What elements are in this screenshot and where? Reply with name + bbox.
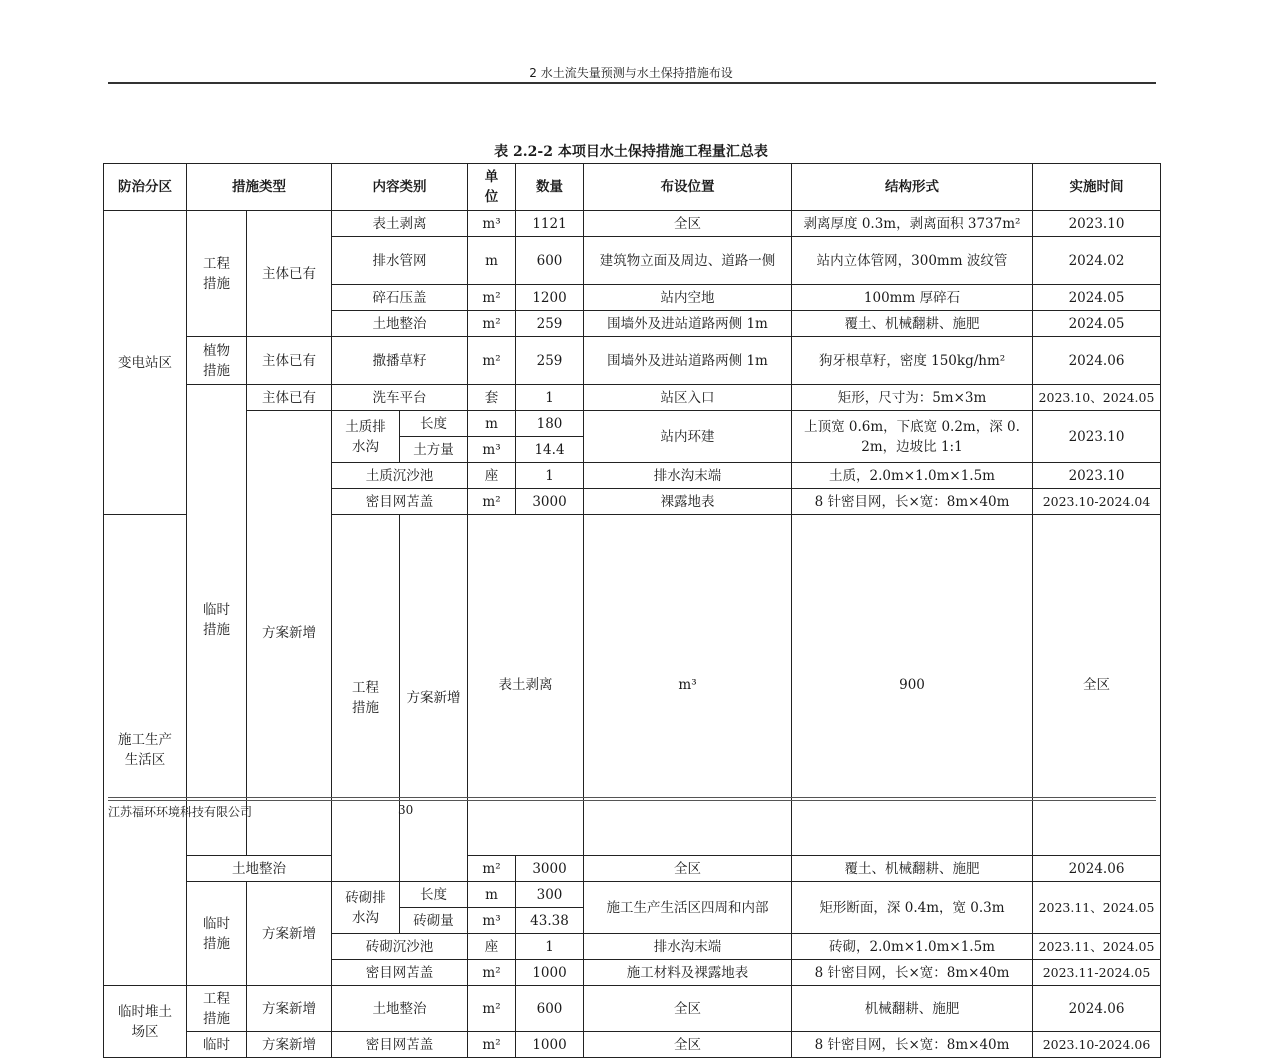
- structure-cell: 剥离厚度 0.3m，剥离面积 3737m²: [792, 211, 1033, 237]
- structure-cell: 土质，2.0m×1.0m×1.5m: [792, 463, 1033, 489]
- qty-cell: 1200: [516, 285, 584, 311]
- type-cell: 临时措施: [187, 882, 247, 986]
- type-cell: 临时: [187, 1032, 247, 1058]
- table-row: [104, 385, 1161, 411]
- structure-cell: 狗牙根草籽，密度 150kg/hm²: [792, 337, 1033, 385]
- header-rule: [108, 82, 1156, 84]
- table-row: [104, 986, 1161, 1032]
- subtype-cell: 方案新增: [400, 515, 468, 882]
- item-cell: 土地整治: [332, 986, 468, 1032]
- location-cell: 站内环建: [584, 411, 792, 463]
- time-cell: 2023.10: [1033, 411, 1161, 463]
- qty-cell: 600: [516, 237, 584, 285]
- qty-cell: 259: [516, 337, 584, 385]
- zone-cell: 临时堆土场区: [104, 986, 187, 1058]
- structure-cell: 站内立体管网，300mm 波纹管: [792, 237, 1033, 285]
- footer-rule: [108, 800, 1156, 801]
- col-header: 实施时间: [1033, 164, 1161, 211]
- item-cell: 表土剥离: [468, 515, 584, 856]
- time-cell: 2023.10-2024.04: [1033, 489, 1161, 515]
- location-cell: 排水沟末端: [584, 934, 792, 960]
- time-cell: 2023.10: [1033, 211, 1161, 237]
- unit-cell: 套: [468, 385, 516, 411]
- qty-cell: 43.38: [516, 908, 584, 934]
- qty-cell: 1: [516, 385, 584, 411]
- table-row: [104, 211, 1161, 237]
- structure-cell: 8 针密目网，长×宽：8m×40m: [792, 489, 1033, 515]
- qty-cell: 3000: [516, 856, 584, 882]
- zone-cell: 变电站区: [104, 211, 187, 515]
- table-row: [104, 882, 1161, 908]
- type-cell: 植物措施: [187, 337, 247, 385]
- location-cell: 全区: [584, 986, 792, 1032]
- col-header: 措施类型: [187, 164, 332, 211]
- structure-cell: 矩形，尺寸为：5m×3m: [792, 385, 1033, 411]
- measures-table: [103, 163, 1161, 1058]
- location-cell: 施工材料及裸露地表: [584, 960, 792, 986]
- unit-cell: m²: [468, 856, 516, 882]
- type-cell: 工程措施: [332, 515, 400, 882]
- location-cell: 围墙外及进站道路两侧 1m: [584, 337, 792, 385]
- type-cell: 工程措施: [187, 211, 247, 337]
- item-cell: 土质沉沙池: [332, 463, 468, 489]
- structure-cell: 覆土、机械翻耕、施肥: [792, 856, 1033, 882]
- structure-cell: 上顶宽 0.6m，下底宽 0.2m，深 0.2m，边坡比 1:1: [792, 411, 1033, 463]
- time-cell: 2023.11、2024.05: [1033, 882, 1161, 934]
- location-cell: 全区: [584, 1032, 792, 1058]
- structure-cell: 矩形断面，深 0.4m，宽 0.3m: [792, 882, 1033, 934]
- item-cell: 碎石压盖: [332, 285, 468, 311]
- qty-cell: 600: [516, 986, 584, 1032]
- subtype-cell: 主体已有: [247, 385, 332, 411]
- col-header: 数量: [516, 164, 584, 211]
- item-cell: 洗车平台: [332, 385, 468, 411]
- qty-cell: 14.4: [516, 437, 584, 463]
- item-cell: 土地整治: [332, 311, 468, 337]
- item-cell: 土地整治: [187, 856, 332, 882]
- location-cell: 施工生产生活区四周和内部: [584, 882, 792, 934]
- page-header-title: 2 水土流失量预测与水土保持措施布设: [529, 66, 733, 80]
- time-cell: 2023.10: [1033, 463, 1161, 489]
- unit-cell: m²: [468, 986, 516, 1032]
- location-cell: 全区: [1033, 515, 1161, 856]
- location-cell: 站区入口: [584, 385, 792, 411]
- structure-cell: 8 针密目网，长×宽：8m×40m: [792, 960, 1033, 986]
- time-cell: 2023.11-2024.05: [1033, 960, 1161, 986]
- qty-cell: 1000: [516, 960, 584, 986]
- type-cell: 工程措施: [187, 986, 247, 1032]
- unit-cell: m²: [468, 489, 516, 515]
- structure-cell: 覆土、机械翻耕、施肥: [792, 311, 1033, 337]
- unit-cell: m: [468, 237, 516, 285]
- unit-cell: m²: [468, 960, 516, 986]
- subtype-cell: 方案新增: [247, 1032, 332, 1058]
- qty-cell: 259: [516, 311, 584, 337]
- time-cell: 2024.06: [1033, 856, 1161, 882]
- qty-cell: 1121: [516, 211, 584, 237]
- group-cell: 土质排水沟: [332, 411, 400, 463]
- location-cell: 排水沟末端: [584, 463, 792, 489]
- structure-cell: 100mm 厚碎石: [792, 285, 1033, 311]
- unit-cell: m²: [468, 337, 516, 385]
- item-cell: 密目网苫盖: [332, 960, 468, 986]
- type-cell: 临时措施: [187, 385, 247, 856]
- time-cell: 2023.10、2024.05: [1033, 385, 1161, 411]
- qty-cell: 1000: [516, 1032, 584, 1058]
- unit-cell: m²: [468, 1032, 516, 1058]
- location-cell: 裸露地表: [584, 489, 792, 515]
- item-cell: 砖砌量: [400, 908, 468, 934]
- subtype-cell: 方案新增: [247, 411, 332, 856]
- time-cell: 2024.02: [1033, 237, 1161, 285]
- location-cell: 全区: [584, 856, 792, 882]
- structure-cell: 8 针密目网，长×宽：8m×40m: [792, 1032, 1033, 1058]
- unit-cell: m²: [468, 311, 516, 337]
- qty-cell: 1: [516, 934, 584, 960]
- unit-cell: m: [468, 882, 516, 908]
- structure-cell: 砖砌，2.0m×1.0m×1.5m: [792, 934, 1033, 960]
- item-cell: 长度: [400, 411, 468, 437]
- item-cell: 排水管网: [332, 237, 468, 285]
- group-cell: 砖砌排水沟: [332, 882, 400, 934]
- qty-cell: 300: [516, 882, 584, 908]
- subtype-cell: 方案新增: [247, 986, 332, 1032]
- subtype-cell: 主体已有: [247, 211, 332, 337]
- item-cell: 砖砌沉沙池: [332, 934, 468, 960]
- table-row: [104, 411, 1161, 437]
- time-cell: 2023.10-2024.06: [1033, 1032, 1161, 1058]
- item-cell: 长度: [400, 882, 468, 908]
- table-row: [104, 856, 1161, 882]
- subtype-cell: 方案新增: [247, 882, 332, 986]
- time-cell: 2024.05: [1033, 285, 1161, 311]
- location-cell: 建筑物立面及周边、道路一侧: [584, 237, 792, 285]
- time-cell: 2024.06: [1033, 337, 1161, 385]
- item-cell: 土方量: [400, 437, 468, 463]
- qty-cell: 1: [516, 463, 584, 489]
- col-header: 布设位置: [584, 164, 792, 211]
- col-header: 内容类别: [332, 164, 468, 211]
- col-header: 防治分区: [104, 164, 187, 211]
- qty-cell: 3000: [516, 489, 584, 515]
- location-cell: 围墙外及进站道路两侧 1m: [584, 311, 792, 337]
- unit-cell: m²: [468, 285, 516, 311]
- location-cell: 全区: [584, 211, 792, 237]
- table-caption: 表 2.2-2 本项目水土保持措施工程量汇总表: [494, 144, 768, 160]
- time-cell: 2024.06: [1033, 986, 1161, 1032]
- time-cell: 2023.11、2024.05: [1033, 934, 1161, 960]
- col-header: 结构形式: [792, 164, 1033, 211]
- footer-company: 江苏福环环境科技有限公司: [108, 805, 253, 819]
- zone-cell: 施工生产生活区: [104, 515, 187, 986]
- table-row: [104, 337, 1161, 385]
- table-header-row: [104, 164, 1161, 211]
- subtype-cell: 主体已有: [247, 337, 332, 385]
- location-cell: 站内空地: [584, 285, 792, 311]
- qty-cell: 900: [792, 515, 1033, 856]
- footer-rule: [108, 797, 1156, 798]
- unit-cell: m: [468, 411, 516, 437]
- item-cell: 密目网苫盖: [332, 1032, 468, 1058]
- col-header: 单位: [468, 164, 516, 211]
- item-cell: 撒播草籽: [332, 337, 468, 385]
- unit-cell: 座: [468, 463, 516, 489]
- item-cell: 密目网苫盖: [332, 489, 468, 515]
- qty-cell: 180: [516, 411, 584, 437]
- unit-cell: m³: [584, 515, 792, 856]
- structure-cell: 机械翻耕、施肥: [792, 986, 1033, 1032]
- unit-cell: 座: [468, 934, 516, 960]
- page-number: 30: [398, 803, 414, 817]
- unit-cell: m³: [468, 211, 516, 237]
- item-cell: 表土剥离: [332, 211, 468, 237]
- table-row: [104, 1032, 1161, 1058]
- unit-cell: m³: [468, 437, 516, 463]
- time-cell: 2024.05: [1033, 311, 1161, 337]
- unit-cell: m³: [468, 908, 516, 934]
